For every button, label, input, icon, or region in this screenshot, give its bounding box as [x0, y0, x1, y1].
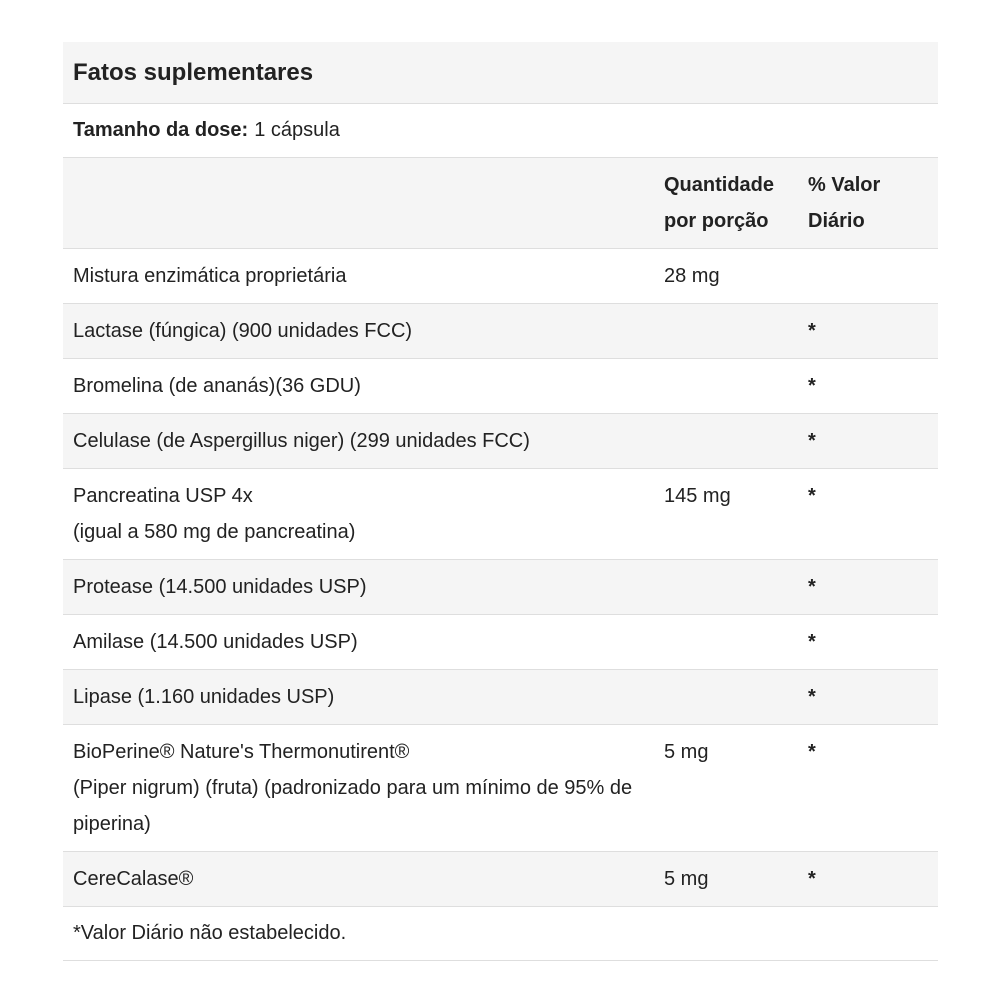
table-row — [63, 725, 938, 852]
table-row — [63, 359, 938, 414]
ingredient-daily-value: * — [808, 686, 816, 708]
header-name-cell — [63, 158, 664, 248]
ingredient-daily-value: * — [808, 868, 816, 890]
ingredient-amount — [664, 414, 808, 468]
footnote-row — [63, 907, 938, 961]
ingredient-name-cell — [63, 670, 664, 724]
header-dv-line1: % Valor — [808, 174, 881, 196]
ingredient-daily-value: * — [808, 741, 816, 763]
ingredient-amount: 5 mg — [664, 741, 709, 763]
ingredient-amount — [664, 615, 808, 669]
header-amount-line1: Quantidade — [664, 174, 775, 196]
ingredient-name-cell — [63, 249, 664, 303]
ingredient-amount — [664, 670, 808, 724]
ingredient-name: BioPerine® Nature's Thermonutirent® — [73, 741, 410, 763]
table-row — [63, 560, 938, 615]
ingredient-daily-value: * — [808, 485, 816, 507]
ingredient-name-cell — [63, 725, 664, 851]
ingredient-name: Mistura enzimática proprietária — [73, 265, 347, 287]
serving-size-value: 1 cápsula — [254, 119, 340, 141]
ingredient-name: Pancreatina USP 4x — [73, 485, 253, 507]
header-amount-cell — [664, 158, 808, 248]
ingredient-name-cell — [63, 469, 664, 559]
table-row — [63, 615, 938, 670]
ingredient-daily-value: * — [808, 576, 816, 598]
header-dv-line2: Diário — [808, 210, 865, 232]
table-header-row — [63, 158, 938, 249]
ingredient-daily-value: * — [808, 375, 816, 397]
ingredient-name-cell — [63, 615, 664, 669]
ingredient-amount — [664, 359, 808, 413]
table-row — [63, 249, 938, 304]
ingredient-name: Lactase (fúngica) (900 unidades FCC) — [73, 320, 413, 342]
table-row — [63, 670, 938, 725]
ingredient-name-cell — [63, 852, 664, 906]
ingredient-amount: 28 mg — [664, 265, 720, 287]
supplement-facts-panel — [63, 42, 938, 961]
ingredient-amount — [664, 560, 808, 614]
ingredient-amount: 145 mg — [664, 485, 731, 507]
ingredient-name: Protease (14.500 unidades USP) — [73, 576, 367, 598]
table-row — [63, 414, 938, 469]
ingredient-name-cell — [63, 414, 664, 468]
table-row — [63, 304, 938, 359]
ingredient-detail: (Piper nigrum) (fruta) (padronizado para um mínimo de 95% de piperina) — [73, 777, 633, 835]
title-bar — [63, 42, 938, 104]
ingredient-name: Amilase (14.500 unidades USP) — [73, 631, 358, 653]
header-amount-line2: por porção — [664, 210, 769, 232]
ingredient-amount — [664, 304, 808, 358]
ingredient-name: CereCalase® — [73, 868, 194, 890]
ingredient-daily-value: * — [808, 631, 816, 653]
ingredient-name-cell — [63, 359, 664, 413]
serving-size-row — [63, 104, 938, 158]
ingredient-name-cell — [63, 304, 664, 358]
ingredient-amount: 5 mg — [664, 868, 709, 890]
ingredient-daily-value: * — [808, 430, 816, 452]
ingredient-rows — [63, 249, 938, 907]
footnote-text: *Valor Diário não estabelecido. — [73, 922, 347, 944]
ingredient-name-cell — [63, 560, 664, 614]
table-row — [63, 469, 938, 560]
ingredient-daily-value: * — [808, 320, 816, 342]
table-row — [63, 852, 938, 907]
ingredient-detail: (igual a 580 mg de pancreatina) — [73, 521, 356, 543]
ingredient-name: Bromelina (de ananás)(36 GDU) — [73, 375, 361, 397]
panel-title: Fatos suplementares — [73, 58, 314, 86]
ingredient-name: Celulase (de Aspergillus niger) (299 unidades FCC) — [73, 430, 530, 452]
serving-size-label: Tamanho da dose: — [73, 119, 249, 141]
header-dv-cell — [808, 158, 938, 248]
ingredient-daily-value — [808, 249, 938, 303]
ingredient-name: Lipase (1.160 unidades USP) — [73, 686, 335, 708]
